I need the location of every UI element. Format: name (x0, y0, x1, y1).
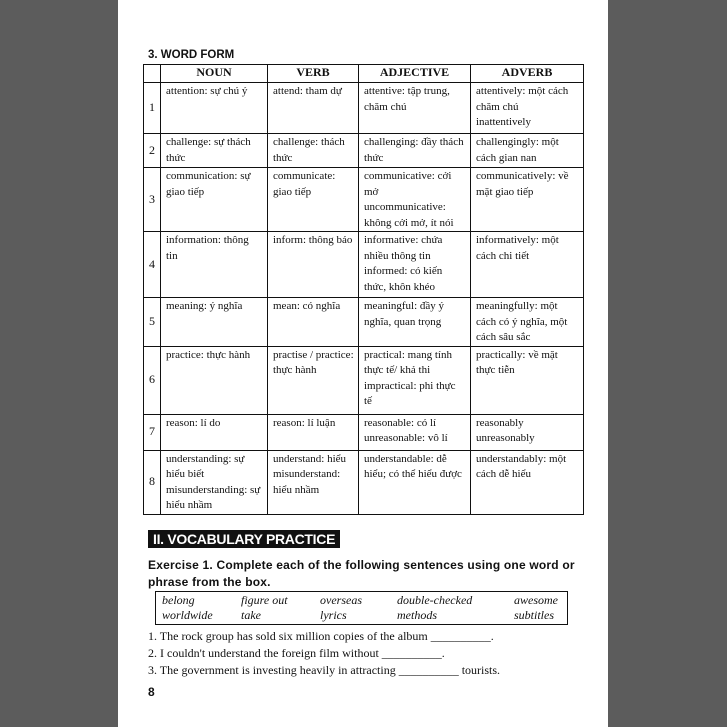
adverb-cell (471, 298, 584, 347)
row-number: 4 (144, 232, 161, 298)
section-title: 3. WORD FORM (148, 49, 235, 61)
adverb-entry: challengingly: một cách gian nan (476, 136, 559, 164)
verb-cell (268, 298, 359, 347)
verb-cell (268, 168, 359, 232)
word-option: subtitles (514, 608, 555, 622)
adjective-entry: impractical: phi thực tế (364, 379, 456, 407)
noun-entry: communication: sự giao tiếp (166, 170, 251, 198)
adjective-entry: practical: mang tính thực tế/ khả thi (364, 348, 452, 376)
adjective-entry: attentive: tập trung, chăm chú (364, 85, 450, 113)
verb-cell (268, 346, 359, 414)
table-row (144, 450, 584, 514)
noun-cell (161, 298, 268, 347)
noun-cell (161, 414, 268, 450)
verb-cell (268, 232, 359, 298)
row-number: 5 (144, 298, 161, 347)
verb-cell (268, 414, 359, 450)
verb-entry: practise / practice: thực hành (273, 348, 354, 376)
adverb-entry: attentively: một cách chăm chú (476, 85, 569, 113)
adjective-cell (359, 298, 471, 347)
adverb-entry: informatively: một cách chi tiết (476, 234, 559, 262)
adverb-cell (471, 346, 584, 414)
adjective-cell (359, 346, 471, 414)
table-row (144, 298, 584, 347)
adjective-entry: understandable: dễ hiểu; có thể hiểu được (364, 452, 462, 480)
verb-entry: communicate: giao tiếp (273, 170, 336, 198)
table-row (144, 83, 584, 134)
adverb-cell (471, 414, 584, 450)
exercise-instruction: Exercise 1. Complete each of the following sentences using one word or phrase from the box. (148, 558, 575, 589)
verb-cell (268, 450, 359, 514)
word-option: belong (162, 593, 195, 607)
word-option: double-checked (397, 593, 473, 607)
verb-entry: understand: hiểu (273, 452, 347, 465)
adverb-entry: communicatively: về mặt giao tiếp (476, 170, 569, 198)
noun-entry: understanding: sự hiểu biết (166, 452, 245, 480)
column-header: NOUN (161, 65, 268, 83)
table-row (144, 414, 584, 450)
adverb-cell (471, 134, 584, 168)
noun-entry: meaning: ý nghĩa (166, 300, 243, 312)
adjective-entry: communicative: cởi mở (364, 170, 452, 198)
row-number: 7 (144, 414, 161, 450)
adjective-cell (359, 414, 471, 450)
noun-entry: attention: sự chú ý (166, 85, 248, 97)
row-number: 8 (144, 450, 161, 514)
adverb-entry: inattentively (476, 116, 531, 128)
word-option: figure out (241, 593, 288, 607)
adjective-cell (359, 450, 471, 514)
adjective-cell (359, 232, 471, 298)
word-option: lyrics (320, 608, 347, 622)
adjective-entry: unreasonable: vô lí (364, 432, 448, 444)
adjective-cell (359, 83, 471, 134)
word-option: overseas (320, 593, 362, 607)
adjective-entry: uncommunicative: không cởi mở, ít nói (364, 201, 454, 229)
word-option: awesome (514, 593, 558, 607)
word-option: methods (397, 608, 437, 622)
verb-entry: attend: tham dự (273, 85, 342, 97)
noun-cell (161, 168, 268, 232)
word-option: take (241, 608, 261, 622)
verb-entry: misunderstand: hiểu nhầm (273, 468, 341, 496)
column-header: VERB (268, 65, 359, 83)
column-header: ADVERB (471, 65, 584, 83)
table-row (144, 346, 584, 414)
document-page (118, 0, 608, 727)
row-number: 6 (144, 346, 161, 414)
table-row (144, 168, 584, 232)
adjective-entry: challenging: đầy thách thức (364, 136, 464, 164)
verb-entry: challenge: thách thức (273, 136, 345, 164)
noun-entry: challenge: sự thách thức (166, 136, 251, 164)
adverb-entry: practically: về mặt thực tiễn (476, 348, 558, 376)
sentence-1: 1. The rock group has sold six million copies of the album __________. (148, 629, 494, 643)
page-number: 8 (148, 685, 155, 699)
adjective-entry: meaningful: đầy ý nghĩa, quan trọng (364, 300, 445, 328)
verb-entry: inform: thông báo (273, 234, 353, 246)
noun-cell (161, 134, 268, 168)
noun-cell (161, 232, 268, 298)
adjective-entry: informed: có kiến thức, khôn khéo (364, 265, 443, 293)
sentence-3: 3. The government is investing heavily in attracting __________ tourists. (148, 663, 501, 677)
noun-entry: reason: lí do (166, 416, 221, 429)
adverb-cell (471, 450, 584, 514)
row-number: 1 (144, 83, 161, 134)
table-row (144, 134, 584, 168)
adjective-cell (359, 168, 471, 232)
word-option: worldwide (162, 608, 213, 622)
vocabulary-practice-heading: II. VOCABULARY PRACTICE (148, 530, 340, 548)
noun-entry: misunderstanding: sự hiểu nhầm (166, 483, 261, 511)
adjective-entry: informative: chứa nhiều thông tin (364, 234, 443, 262)
sentence-2: 2. I couldn't understand the foreign film without __________. (148, 646, 445, 660)
adverb-entry: reasonably (476, 416, 524, 429)
adverb-entry: unreasonably (476, 432, 535, 444)
noun-entry: practice: thực hành (166, 348, 251, 361)
adverb-cell (471, 168, 584, 232)
word-form-table (143, 64, 584, 515)
row-number: 2 (144, 134, 161, 168)
noun-cell (161, 83, 268, 134)
word-box (155, 591, 568, 625)
column-header (144, 65, 161, 83)
adverb-cell (471, 83, 584, 134)
verb-entry: reason: lí luận (273, 416, 336, 429)
row-number: 3 (144, 168, 161, 232)
table-row (144, 232, 584, 298)
adverb-cell (471, 232, 584, 298)
noun-cell (161, 346, 268, 414)
noun-entry: information: thông tin (166, 234, 249, 262)
verb-cell (268, 83, 359, 134)
adverb-entry: understandably: một cách dễ hiểu (476, 452, 567, 480)
column-header: ADJECTIVE (359, 65, 471, 83)
adjective-cell (359, 134, 471, 168)
adjective-entry: reasonable: có lí (364, 416, 437, 429)
noun-cell (161, 450, 268, 514)
adverb-entry: meaningfully: một cách có ý nghĩa, một cách sâu sắc (476, 300, 568, 343)
verb-cell (268, 134, 359, 168)
verb-entry: mean: có nghĩa (273, 300, 341, 312)
